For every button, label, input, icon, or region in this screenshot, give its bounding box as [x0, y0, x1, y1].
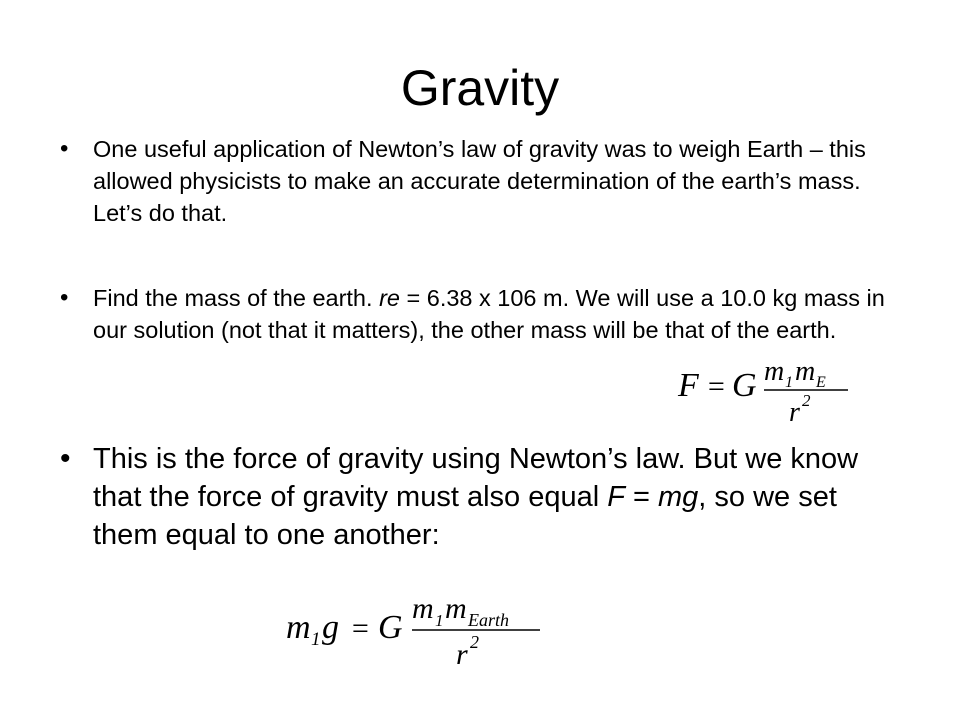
bullet-text: [93, 133, 900, 229]
eq1-g: G: [732, 367, 757, 404]
equation-set-equal-svg: [282, 590, 552, 670]
eq2-num-m1: m: [412, 592, 434, 625]
eq1-num-sub2: E: [816, 374, 826, 391]
bullet-find-mass: [60, 282, 900, 346]
slide-title: Gravity: [400, 60, 560, 116]
bullet-text-part: One useful application of Newton’s law of gravity was to weigh Earth – this allowed physicists to make an accurate determination of the earth’s mass. Let’s do that.: [93, 136, 866, 226]
eq1-den-r: r: [789, 397, 800, 428]
equation-set-equal: [282, 590, 552, 670]
eq1-equals: =: [706, 370, 727, 403]
bullet-dot: •: [60, 135, 69, 162]
eq2-num-sub1: 1: [435, 611, 444, 630]
bullet-text-part: This is the force of gravity using Newton’s law. But we know that the force of gravity must also equal: [93, 443, 859, 513]
eq2-g: G: [378, 609, 403, 646]
bullet-force-of-gravity: [60, 440, 900, 554]
eq2-lhs-g: g: [322, 609, 339, 646]
bullet-text-part: =: [624, 481, 658, 513]
eq1-num-m1: m: [764, 356, 785, 387]
bullet-text-part: = 6.38 x 106 m. We will use a 10.0 kg mass in our solution (not that it matters), the other mass will be that of the earth.: [93, 285, 885, 343]
equation-newton-gravity: [668, 356, 858, 426]
bullet-text: [93, 440, 900, 554]
bullet-text-part: Find the mass of the earth.: [93, 285, 380, 311]
equation-newton-gravity-svg: [668, 356, 858, 426]
bullet-text-part: , so we set them equal to one another:: [93, 481, 837, 551]
bullet-weigh-earth: [60, 133, 900, 229]
eq2-den-r: r: [456, 638, 468, 671]
bullet-text: [93, 282, 900, 346]
eq1-lhs: F: [678, 367, 699, 404]
eq2-equals: =: [350, 612, 371, 645]
eq2-num-sub2: Earth: [468, 610, 510, 630]
eq2-lhs-sub: 1: [311, 629, 321, 650]
bullet-dot: •: [60, 284, 69, 311]
eq1-num-sub1: 1: [785, 374, 793, 391]
eq1-den-exp: 2: [802, 391, 811, 410]
bullet-italic-mg: mg: [658, 481, 699, 513]
bullet-dot: •: [60, 442, 71, 475]
eq1-num-m2: m: [795, 356, 816, 387]
eq2-num-m2: m: [445, 592, 467, 625]
bullet-italic-f: F: [607, 481, 625, 513]
eq2-den-exp: 2: [470, 632, 479, 652]
eq2-lhs-m: m: [286, 609, 311, 646]
bullet-italic-re: re: [379, 285, 400, 311]
